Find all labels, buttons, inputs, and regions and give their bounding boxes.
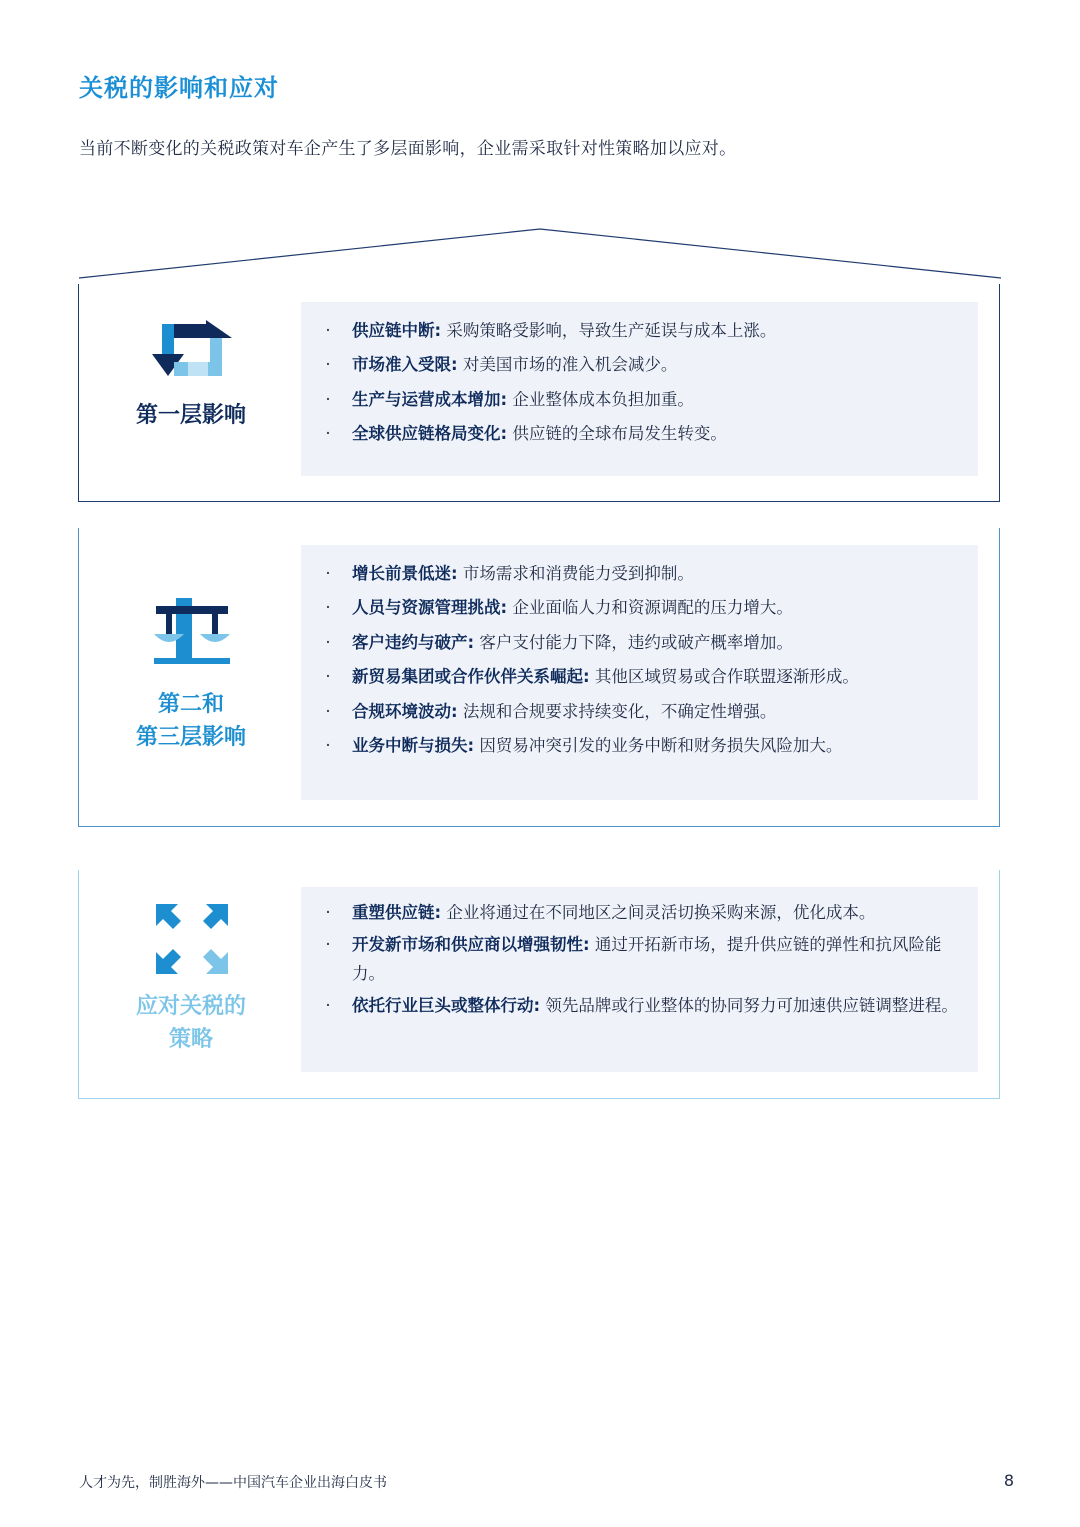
list-item — [323, 991, 958, 1020]
item-text: 客户支付能力下降，违约或破产概率增加。 — [474, 632, 793, 652]
section-label-line: 第二和 — [157, 692, 224, 717]
bullet: · — [325, 667, 331, 686]
section-label-line: 策略 — [168, 1027, 213, 1052]
section-label-line: 第三层影响 — [135, 725, 246, 750]
list-item — [323, 316, 958, 345]
item-head: 开发新市场和供应商以增强韧性: — [352, 935, 590, 954]
item-head: 新贸易集团或合作伙伴关系崛起: — [352, 667, 590, 686]
section-header — [79, 870, 301, 1098]
page-number: 8 — [1003, 1471, 1014, 1490]
item-head: 合规环境波动: — [352, 701, 458, 721]
list-item — [323, 662, 958, 691]
strategy-list — [301, 887, 978, 1072]
item-text: 法规和合规要求持续变化，不确定性增强。 — [457, 701, 777, 721]
list-item — [323, 731, 958, 760]
item-head: 增长前景低迷: — [352, 563, 458, 583]
bullet: · — [325, 563, 331, 583]
list-item — [323, 697, 958, 726]
item-head: 依托行业巨头或整体行动: — [352, 996, 541, 1015]
tariff-response-strategy-section — [78, 870, 1000, 1099]
bullet: · — [325, 424, 331, 443]
bullet: · — [325, 996, 331, 1015]
section-label-line: 应对关税的 — [135, 994, 246, 1019]
item-head: 生产与运营成本增加: — [352, 389, 508, 409]
list-item — [323, 930, 958, 988]
list-item — [323, 419, 958, 448]
list-item — [323, 628, 958, 657]
impact-list — [301, 545, 978, 800]
intro-text: 当前不断变化的关税政策对车企产生了多层面影响，企业需采取针对性策略加以应对。 — [79, 139, 737, 159]
bullet: · — [325, 598, 331, 617]
item-text: 企业将通过在不同地区之间灵活切换采购来源，优化成本。 — [441, 903, 876, 922]
cycle-arrows-icon — [152, 320, 232, 380]
bullet: · — [325, 736, 331, 755]
item-head: 人员与资源管理挑战: — [352, 598, 508, 617]
section-label — [79, 399, 303, 432]
item-text: 企业面临人力和资源调配的压力增大。 — [507, 598, 793, 617]
list-item — [323, 385, 958, 414]
impact-list — [301, 302, 978, 476]
section-label-line: 第一层影响 — [135, 403, 246, 428]
list-item — [323, 559, 958, 588]
footer-text: 人才为先，制胜海外——中国汽车企业出海白皮书 — [79, 1475, 387, 1491]
section-label — [79, 990, 303, 1056]
first-level-impact-section — [78, 284, 1000, 502]
item-head: 重塑供应链: — [352, 903, 442, 922]
item-head: 业务中断与损失: — [352, 736, 475, 755]
balance-scale-icon — [152, 594, 232, 670]
item-text: 供应链的全球布局发生转变。 — [507, 424, 727, 443]
item-head: 供应链中断: — [352, 320, 442, 340]
bullet: · — [325, 701, 331, 721]
bullet: · — [325, 355, 331, 374]
list-item — [323, 898, 958, 927]
item-text: 采购策略受影响，导致生产延误与成本上涨。 — [441, 320, 777, 340]
item-text: 因贸易冲突引发的业务中断和财务损失风险加大。 — [474, 736, 843, 755]
bullet: · — [325, 320, 331, 340]
item-text: 领先品牌或行业整体的协同努力可加速供应链调整进程。 — [540, 996, 958, 1015]
bullet: · — [325, 389, 331, 409]
section-label — [79, 688, 303, 754]
bullet: · — [325, 903, 331, 922]
item-text: 企业整体成本负担加重。 — [507, 389, 694, 409]
roof-line — [0, 0, 1080, 300]
list-item — [323, 593, 958, 622]
item-head: 客户违约与破产: — [352, 632, 475, 652]
item-head: 全球供应链格局变化: — [352, 424, 508, 443]
list-item — [323, 350, 958, 379]
four-arrows-icon — [152, 900, 232, 978]
item-text: 对美国市场的准入机会减少。 — [457, 355, 678, 374]
section-header — [79, 528, 301, 826]
second-third-level-impact-section — [78, 528, 1000, 827]
bullet: · — [325, 935, 331, 954]
item-text: 市场需求和消费能力受到抑制。 — [457, 563, 694, 583]
item-text: 其他区域贸易或合作联盟逐渐形成。 — [589, 667, 859, 686]
item-text: 通过开拓新市场，提升供应链的弹性和抗风险能力。 — [352, 935, 942, 983]
page-title: 关税的影响和应对 — [79, 74, 279, 102]
item-head: 市场准入受限: — [352, 355, 458, 374]
bullet: · — [325, 632, 331, 652]
section-header — [79, 284, 301, 501]
